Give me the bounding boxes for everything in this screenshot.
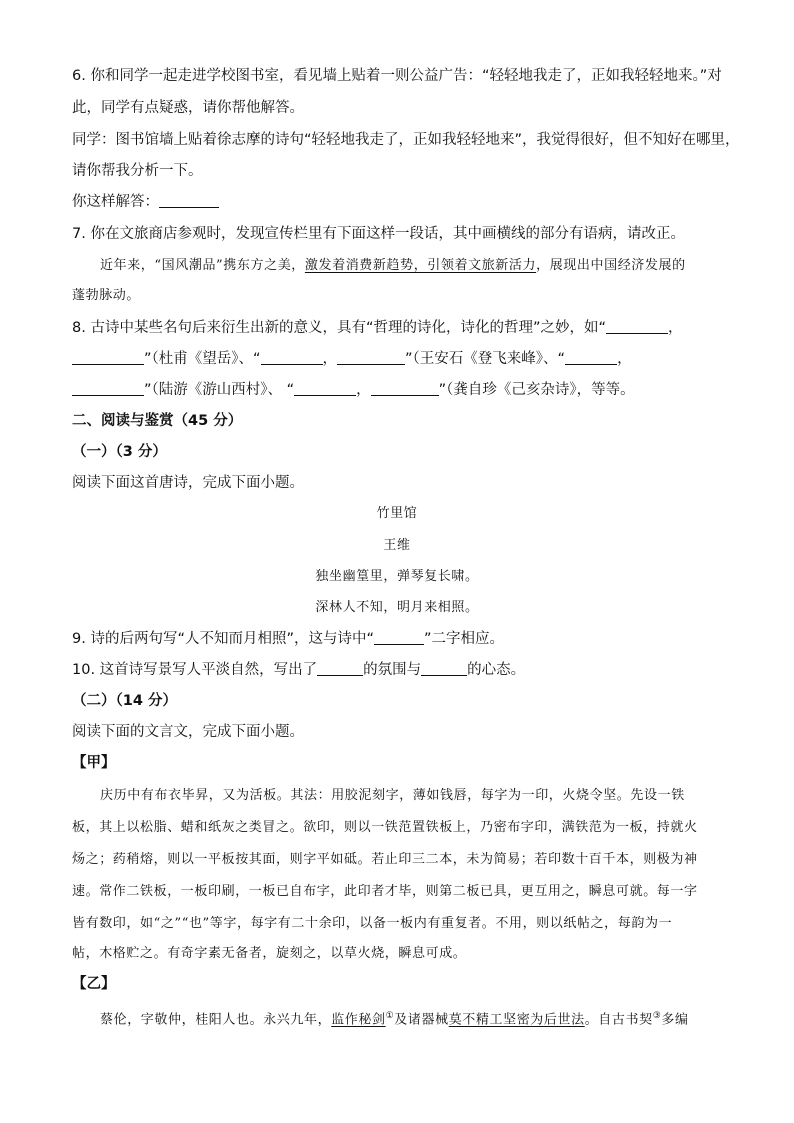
q6-answer-label: 你这样解答： (72, 194, 159, 210)
part-2-intro: 阅读下面的文言文，完成下面小题。 (72, 724, 304, 740)
yi-text-2: 及诸器械 (394, 1012, 449, 1028)
q8-blank-7[interactable] (294, 381, 356, 396)
passage-jia-line-5: 皆有数印，如“之”“也”等字，每字有二十余印，以备一板内有重复者。不用，则以纸帖之，每韵为一 (72, 916, 673, 931)
passage-jia-label: 【甲】 (72, 755, 116, 771)
q8-blank-4[interactable] (337, 350, 405, 365)
q6-line-1: 6. 你和同学一起走进学校图书室，看见墙上贴着一则公益广告：“轻轻地我走了，正如我轻轻地来。”对 (72, 68, 722, 84)
q6-line-2: 此，同学有点疑惑，请你帮他解答。 (72, 100, 304, 116)
q10-prompt: 10. 这首诗写景写人平淡自然，写出了 (72, 662, 318, 678)
q8-line-3 (72, 380, 635, 400)
q7-quote-line-2: 蓬勃脉动。 (72, 288, 141, 303)
q6-line-3: 同学：图书馆墙上贴着徐志摩的诗句“轻轻地我走了，正如我轻轻地来”，我觉得很好，但不知好在哪里， (72, 132, 740, 148)
footnote-3-marker: ③ (652, 1011, 662, 1021)
q8-source-gongzizhen: ”（龚自珍《己亥杂诗》，等等。 (438, 382, 635, 398)
q9-end: ”二字相应。 (423, 631, 504, 647)
q8-sep-3: ， (617, 351, 632, 367)
q10 (72, 660, 525, 680)
poem-line-2: 深林人不知，明月来相照。 (315, 600, 479, 615)
q9 (72, 629, 504, 649)
q10-blank-2[interactable] (421, 661, 467, 676)
q8-line-2 (72, 349, 632, 369)
q8-blank-6[interactable] (72, 381, 144, 396)
q9-blank[interactable] (374, 630, 424, 645)
section-2-title: 二、阅读与鉴赏（45 分） (72, 413, 243, 429)
q7-quote-end: ，展现出中国经济发展的 (536, 258, 686, 273)
q6-answer-blank[interactable] (159, 193, 219, 208)
q8-sep-2: ， (322, 351, 338, 367)
q6-line-4: 请你帮我分析一下。 (72, 163, 203, 179)
q7-underlined-error: 激发着消费新趋势，引领着文旅新活力 (304, 258, 537, 273)
poem-author: 王维 (383, 538, 411, 553)
q8-source-wanganshi: ”（王安石《登飞来峰》、“ (405, 351, 566, 367)
passage-yi-label: 【乙】 (72, 976, 116, 992)
q8-sep-1: ， (667, 320, 683, 336)
q10-mid: 的氛围与 (363, 662, 422, 678)
q8-blank-1[interactable] (606, 319, 668, 334)
footnote-1-marker: ① (385, 1011, 395, 1021)
part-1-intro: 阅读下面这首唐诗，完成下面小题。 (72, 475, 304, 491)
q10-blank-1[interactable] (317, 661, 363, 676)
passage-jia-line-2: 板，其上以松脂、蜡和纸灰之类冒之。欲印，则以一铁范置铁板上，乃密布字印，满铁范为一板，持就火 (72, 820, 698, 835)
passage-jia-line-1: 庆历中有布衣毕昇，又为活板。其法：用胶泥刻字，薄如钱唇，每字为一印，火烧令坚。先设一铁 (100, 788, 685, 803)
passage-jia-line-4: 速。常作二铁板，一板印刷，一板已自布字，此印者才毕，则第二板已具，更互用之，瞬息可就。每一字 (72, 884, 698, 899)
q7-prompt: 7. 你在文旅商店参观时，发现宣传栏里有下面这样一段话，其中画横线的部分有语病，请改正。 (72, 226, 685, 242)
q8-blank-8[interactable] (371, 381, 439, 396)
q8-blank-3[interactable] (261, 350, 323, 365)
part-1-title: （一）（3 分） (72, 444, 167, 460)
q8-source-dufu: ”（杜甫《望岳》、“ (144, 351, 261, 367)
q6-answer (72, 192, 219, 212)
q8-line-1 (72, 318, 682, 338)
yi-text-1: 蔡伦，字敬仲，桂阳人也。永兴九年， (100, 1012, 332, 1028)
passage-yi-line-1 (100, 1006, 689, 1030)
passage-jia-line-6: 帖，木格贮之。有奇字素无备者，旋刻之，以草火烧，瞬息可成。 (72, 946, 467, 961)
q7-quote-start: 近年来，“国风潮品”携东方之美， (100, 258, 305, 273)
poem-line-1: 独坐幽篁里，弹琴复长啸。 (315, 569, 479, 584)
q10-end: 的心态。 (467, 662, 526, 678)
q7-quote-line-1 (100, 256, 686, 276)
q8-source-luyou: ”（陆游《游山西村》、 “ (144, 382, 295, 398)
yi-underline-1: 监作秘剑 (331, 1012, 386, 1028)
q8-prompt: 8. 古诗中某些名句后来衍生出新的意义，具有“哲理的诗化，诗化的哲理”之妙，如“ (72, 320, 606, 336)
yi-text-4: 多编 (661, 1012, 689, 1028)
q8-sep-4: ， (356, 382, 371, 398)
part-2-title: （二）（14 分） (72, 693, 177, 709)
q8-blank-5[interactable] (565, 350, 617, 365)
passage-jia-line-3: 炀之；药稍熔，则以一平板按其面，则字平如砥。若止印三二本，未为简易；若印数十百千本，则极为神 (72, 852, 698, 867)
q8-blank-2[interactable] (72, 350, 144, 365)
q9-prompt: 9. 诗的后两句写“人不知而月相照”，这与诗中“ (72, 631, 374, 647)
poem-title: 竹里馆 (376, 506, 418, 521)
yi-text-3: 。自古书契 (584, 1012, 653, 1028)
yi-underline-2: 莫不精工坚密为后世法 (448, 1012, 585, 1028)
